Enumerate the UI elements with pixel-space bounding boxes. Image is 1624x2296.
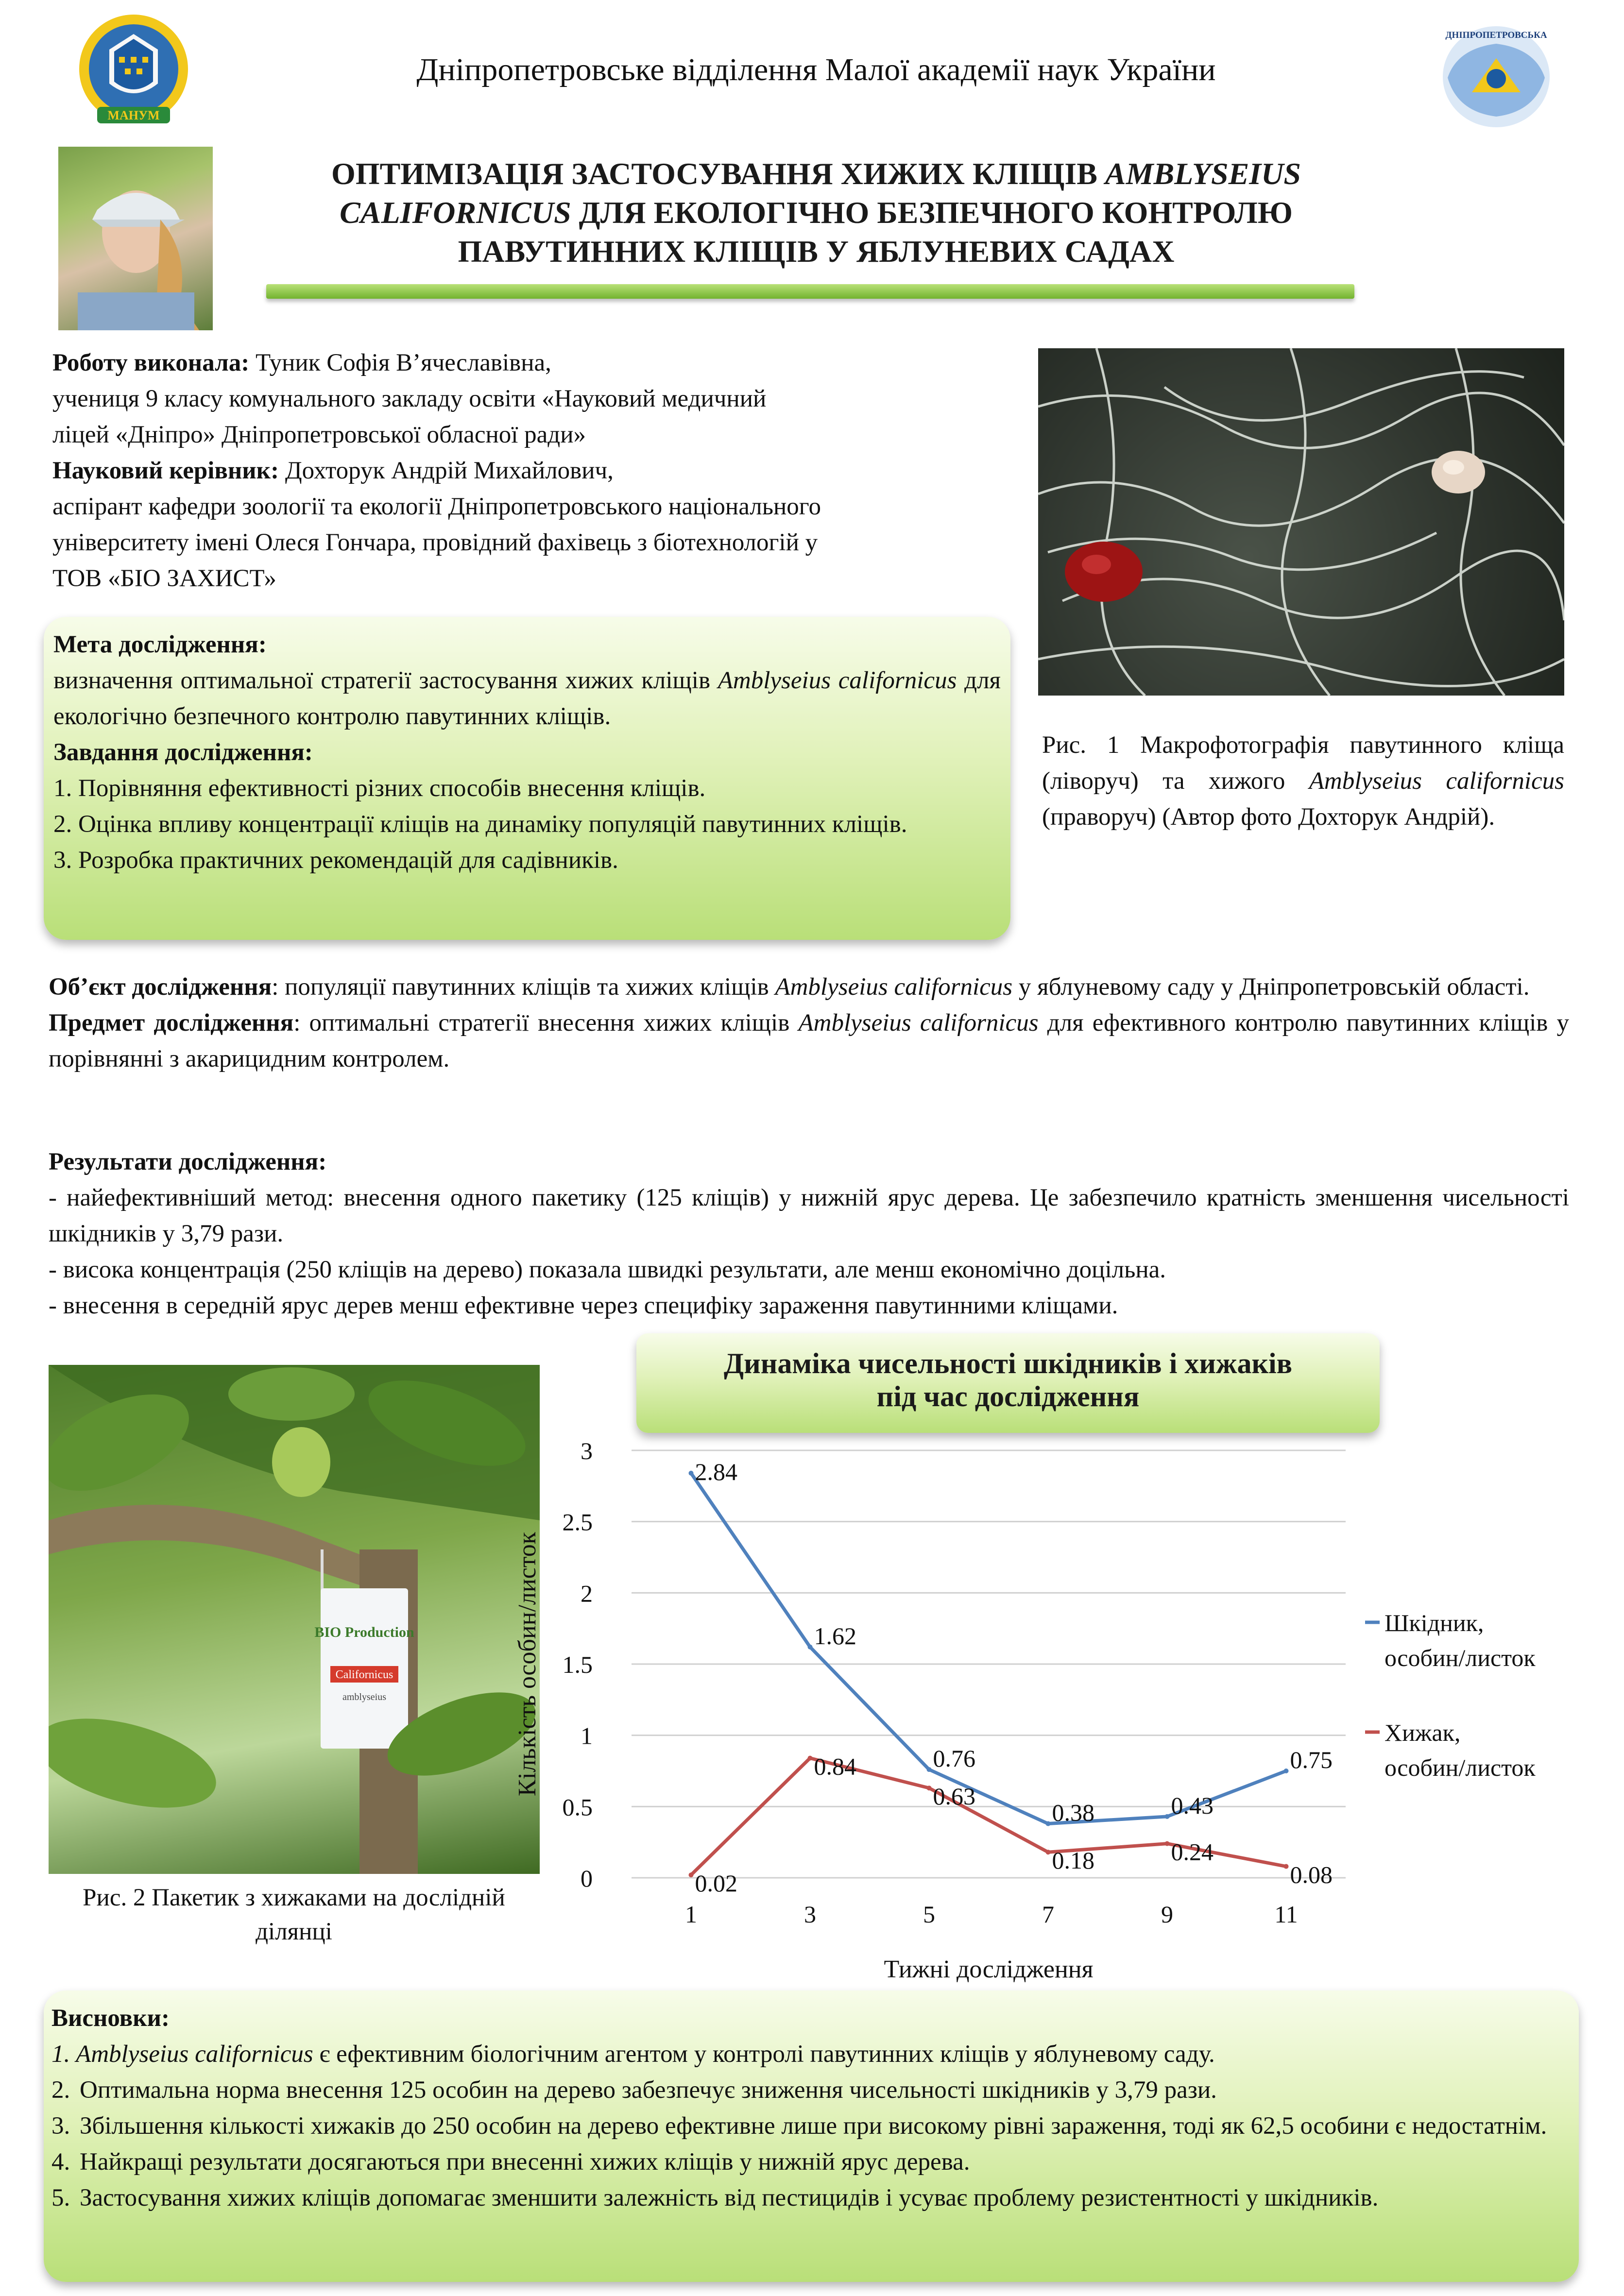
- results-label: Результати дослідження:: [49, 1148, 327, 1175]
- title-line3: ПАВУТИННИХ КЛІЩІВ У ЯБЛУНЕВИХ САДАХ: [458, 234, 1175, 269]
- chart-gridlines: [632, 1450, 1346, 1878]
- y-tick-label: 0.5: [562, 1793, 593, 1821]
- supervisor-line3: університету імені Олеся Гончара, провідний фахівець з біотехнологій у: [52, 529, 818, 556]
- conclusion-num: 3.: [51, 2112, 70, 2140]
- data-label: 0.63: [933, 1783, 975, 1810]
- title-part1: ОПТИМІЗАЦІЯ ЗАСТОСУВАННЯ ХИЖИХ КЛІЩІВ: [331, 156, 1105, 191]
- goal-text2: для екологічно безпечного контролю павутинних кліщів.: [53, 667, 1001, 730]
- conclusion-1-text: є ефективним біологічним агентом у контролі павутинних кліщів у яблуневому саду.: [313, 2041, 1215, 2068]
- conclusion-text: Застосування хижих кліщів допомагає зменшити залежність від пестицидів і усуває проблему резистентності у шкідників.: [80, 2184, 1379, 2211]
- y-tick-label: 2: [581, 1580, 593, 1607]
- legend-label: Шкідник,: [1385, 1609, 1484, 1636]
- object-subject-block: [49, 969, 1569, 1077]
- fig2-caption: Рис. 2 Пакетик з хижаками на дослідній ділянці: [83, 1884, 505, 1945]
- subject-italic: Amblyseius californicus: [798, 1009, 1039, 1037]
- data-point: [1046, 1850, 1051, 1854]
- tasks-label: Завдання дослідження:: [53, 739, 313, 766]
- man-logo-right: [1438, 19, 1555, 131]
- data-point: [1165, 1814, 1170, 1819]
- sachet-brand: BIO Production: [314, 1624, 414, 1640]
- data-point: [1165, 1841, 1170, 1846]
- x-tick-label: 1: [685, 1901, 697, 1928]
- conclusion-text: Оптимальна норма внесення 125 особин на дерево забезпечує зниження чисельності шкідників у 3,79 рази.: [80, 2076, 1217, 2104]
- data-label: 0.84: [814, 1752, 856, 1780]
- conclusion-num: 2.: [51, 2076, 70, 2104]
- data-label: 0.24: [1171, 1838, 1214, 1866]
- author-block: [52, 345, 1014, 596]
- conclusion-num: 4.: [51, 2148, 70, 2176]
- data-label: 0.76: [933, 1745, 975, 1772]
- logo-right-text: ДНІПРОПЕТРОВСЬКА: [1445, 30, 1547, 40]
- author-line3: ліцей «Дніпро» Дніпропетровської обласної ради»: [52, 421, 586, 448]
- author-name: Туник Софія В’ячеславівна,: [249, 349, 551, 376]
- subject-text2: для ефективного контролю павутинних кліщів у порівнянні з акарицидним контролем.: [49, 1009, 1570, 1072]
- title-italic2: CALIFORNICUS: [340, 195, 571, 230]
- y-tick-label: 1: [581, 1722, 593, 1750]
- data-point: [689, 1872, 694, 1877]
- student-photo: [58, 147, 213, 330]
- data-point: [1284, 1864, 1289, 1869]
- mite-macro-photo: [1038, 348, 1564, 696]
- supervisor-label: Науковий керівник:: [52, 457, 279, 484]
- supervisor-line4: ТОВ «БІО ЗАХИСТ»: [52, 565, 276, 592]
- title-part2: ДЛЯ ЕКОЛОГІЧНО БЕЗПЕЧНОГО КОНТРОЛЮ: [571, 195, 1293, 230]
- x-tick-label: 3: [804, 1901, 816, 1928]
- fig1-italic1: Amblyseius: [1309, 767, 1422, 795]
- sachet-sub: amblyseius: [342, 1692, 386, 1702]
- chart-title-line2: під час дослідження: [876, 1380, 1140, 1412]
- object-text1: : популяції павутинних кліщів та хижих кліщів: [272, 973, 775, 1001]
- data-label: 2.84: [695, 1458, 737, 1485]
- x-tick-label: 5: [923, 1901, 935, 1928]
- task-item: 3. Розробка практичних рекомендацій для садівників.: [53, 847, 618, 874]
- data-label: 0.38: [1052, 1799, 1094, 1826]
- data-point: [927, 1767, 932, 1772]
- conclusion-1-species: Amblyseius californicus: [70, 2041, 313, 2068]
- result-item: - внесення в середній ярус дерев менш ефективне через специфіку зараження павутинними кліщами.: [49, 1292, 1118, 1319]
- task-item: 2. Оцінка впливу концентрації кліщів на динаміку популяцій павутинних кліщів.: [53, 811, 907, 838]
- legend-label: особин/листок: [1385, 1754, 1536, 1781]
- chart-title-line1: Динаміка чисельності шкідників і хижаків: [723, 1347, 1293, 1379]
- goal-text1: визначення оптимальної стратегії застосування хижих кліщів: [53, 667, 718, 694]
- object-text2: у яблуневому саду у Дніпропетровській області.: [1012, 973, 1530, 1001]
- data-point: [808, 1756, 813, 1761]
- title-italic1: AMBLYSEIUS: [1105, 156, 1301, 191]
- data-label: 0.43: [1171, 1791, 1214, 1819]
- data-label: 0.75: [1290, 1746, 1333, 1773]
- man-logo-left: [58, 11, 209, 130]
- x-tick-label: 9: [1161, 1901, 1173, 1928]
- conclusion-item: [51, 2072, 1570, 2108]
- object-italic: Amblyseius californicus: [775, 973, 1013, 1001]
- data-label: 0.02: [695, 1870, 737, 1897]
- y-axis-label: Кількість особин/листок: [513, 1531, 541, 1797]
- poster-title: [272, 154, 1360, 271]
- author-label: Роботу виконала:: [52, 349, 250, 376]
- fig1-caption: [1042, 727, 1564, 835]
- x-tick-label: 11: [1274, 1901, 1298, 1928]
- conclusion-item: [51, 2144, 1570, 2180]
- supervisor-name: Дохторук Андрій Михайлович,: [279, 457, 614, 484]
- chart-data-labels: [695, 1458, 1333, 1897]
- conclusion-item-1: [51, 2036, 1570, 2072]
- goal-species1: Amblyseius: [718, 667, 831, 694]
- author-line2: учениця 9 класу комунального закладу освіти «Науковий медичний: [52, 385, 767, 412]
- results-block: [49, 1144, 1569, 1324]
- conclusion-1-num: 1.: [51, 2041, 70, 2068]
- conclusion-num: 5.: [51, 2184, 70, 2211]
- fig1-italic2: californicus: [1446, 767, 1565, 795]
- y-tick-label: 1.5: [562, 1651, 593, 1678]
- title-underline-bar: [266, 284, 1354, 299]
- x-tick-label: 7: [1042, 1901, 1054, 1928]
- conclusions-box: [44, 1990, 1579, 2282]
- subject-label: Предмет дослідження: [49, 1009, 294, 1037]
- subject-paragraph: [49, 1005, 1569, 1077]
- conclusion-text: Найкращі результати досягаються при внесенні хижих кліщів у нижній ярус дерева.: [80, 2148, 970, 2176]
- data-label: 1.62: [814, 1622, 856, 1650]
- result-item: - найефективніший метод: внесення одного пакетику (125 кліщів) у нижній ярус дерева. Це забезпечило кратність зменшення чисельності шкідників у 3,79 рази.: [49, 1184, 1569, 1247]
- result-item: - висока концентрація (250 кліщів на дерево) показала швидкі результати, але менш економічно доцільна.: [49, 1256, 1166, 1283]
- object-label: Об’єкт дослідження: [49, 973, 272, 1001]
- goal-label: Мета дослідження:: [53, 631, 267, 658]
- sachet-photo: [49, 1365, 540, 1874]
- task-item: 1. Порівняння ефективності різних способів внесення кліщів.: [53, 775, 706, 802]
- data-label: 0.18: [1052, 1847, 1094, 1874]
- sachet-label: Californicus: [335, 1668, 393, 1681]
- conclusion-item: [51, 2108, 1570, 2144]
- fig1-text2: (праворуч) (Автор фото Дохторук Андрій).: [1042, 803, 1495, 831]
- data-point: [689, 1471, 694, 1476]
- y-tick-label: 0: [581, 1865, 593, 1892]
- fig1-text1: Рис. 1 Макрофотографія павутинного кліща (ліворуч) та хижого: [1042, 731, 1564, 795]
- goal-text: [53, 663, 1001, 734]
- y-tick-label: 3: [581, 1437, 593, 1464]
- x-axis-label: Тижні дослідження: [884, 1956, 1094, 1983]
- subject-text1: : оптимальні стратегії внесення хижих кліщів: [293, 1009, 799, 1037]
- data-point: [1046, 1821, 1051, 1826]
- data-label: 0.08: [1290, 1861, 1333, 1888]
- series-line-pest: [691, 1473, 1286, 1824]
- data-point: [927, 1786, 932, 1790]
- data-point: [1284, 1769, 1289, 1773]
- goal-species2: californicus: [838, 667, 957, 694]
- conclusions-label: Висновки:: [51, 2005, 170, 2032]
- chart-axes: [513, 1437, 1298, 1983]
- logo-left-text: МАНУМ: [107, 108, 160, 122]
- data-point: [808, 1645, 813, 1650]
- object-paragraph: [49, 969, 1569, 1005]
- legend-label: Хижак,: [1385, 1719, 1461, 1746]
- legend-label: особин/листок: [1385, 1644, 1536, 1671]
- conclusion-item: [51, 2180, 1570, 2216]
- goal-tasks-box: [44, 617, 1010, 940]
- organization-title: Дніпропетровське відділення Малої академії наук України: [416, 52, 1216, 87]
- conclusion-text: Збільшення кількості хижаків до 250 особин на дерево ефективне лише при високому рівні зараження, тоді як 62,5 особини є недостатнім.: [80, 2112, 1547, 2140]
- y-tick-label: 2.5: [562, 1508, 593, 1536]
- chart-legend: [1365, 1609, 1536, 1781]
- supervisor-line2: аспірант кафедри зоології та екології Дніпропетровського національного: [52, 493, 821, 520]
- line-chart: [505, 1418, 1603, 1987]
